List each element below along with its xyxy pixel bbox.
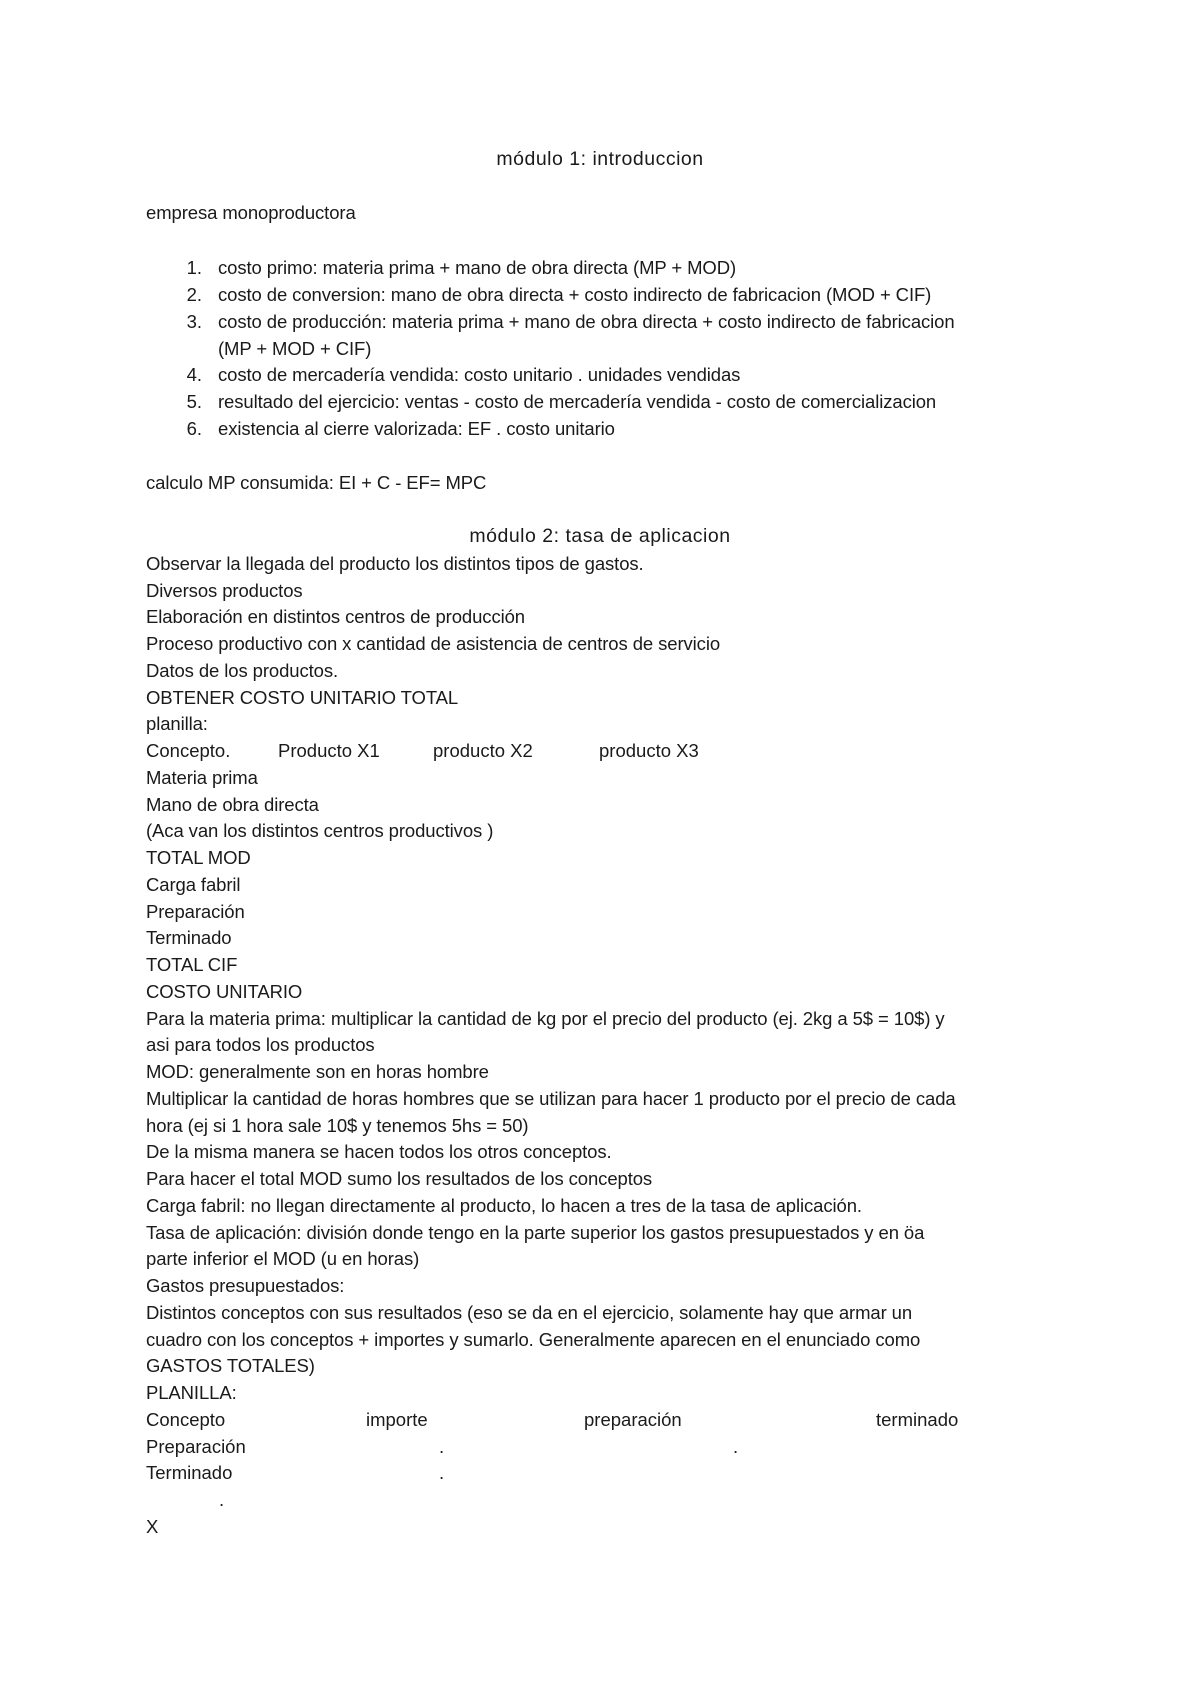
table-header-cell: Concepto.	[146, 740, 231, 761]
text-line: PLANILLA:	[146, 1382, 237, 1403]
text-line: asi para todos los productos	[146, 1034, 375, 1055]
text-line: Elaboración en distintos centros de producción	[146, 606, 525, 627]
table-header-cell: terminado	[876, 1409, 959, 1430]
table-header-cell: preparación	[584, 1409, 682, 1430]
text-line: TOTAL MOD	[146, 847, 251, 868]
text-line: Para hacer el total MOD sumo los resultados de los conceptos	[146, 1168, 653, 1189]
text-line: TOTAL CIF	[146, 954, 238, 975]
table-row-label: Terminado	[146, 1462, 233, 1483]
text-line: Multiplicar la cantidad de horas hombres que se utilizan para hacer 1 producto por el precio de cada	[146, 1088, 956, 1109]
table-header-cell: producto X3	[599, 740, 699, 761]
list-number: 6.	[186, 418, 202, 439]
text-line: MOD: generalmente son en horas hombre	[146, 1061, 489, 1082]
list-number: 1.	[186, 257, 202, 278]
list-item: costo de producción: materia prima + mano de obra directa + costo indirecto de fabricacion	[218, 311, 955, 332]
text-line: Carga fabril: no llegan directamente al producto, lo hacen a tres de la tasa de aplicación.	[146, 1195, 862, 1216]
table-cell: .	[439, 1462, 445, 1483]
text-line: De la misma manera se hacen todos los otros conceptos.	[146, 1141, 612, 1162]
table-header-cell: importe	[366, 1409, 428, 1430]
list-item: costo de conversion: mano de obra directa + costo indirecto de fabricacion (MOD + CIF)	[218, 284, 932, 305]
text-line: (Aca van los distintos centros productivos )	[146, 820, 494, 841]
text-line: Gastos presupuestados:	[146, 1275, 345, 1296]
module1-subtitle: empresa monoproductora	[146, 202, 356, 223]
text-line: Carga fabril	[146, 874, 241, 895]
table-cell: .	[733, 1436, 739, 1457]
text-line: Proceso productivo con x cantidad de asistencia de centros de servicio	[146, 633, 721, 654]
table-row-label: Preparación	[146, 1436, 246, 1457]
table-cell: .	[219, 1489, 225, 1510]
text-line: Terminado	[146, 927, 232, 948]
text-line: Tasa de aplicación: división donde tengo en la parte superior los gastos presupuestados y en öa	[146, 1222, 925, 1243]
list-item: costo de mercadería vendida: costo unitario . unidades vendidas	[218, 364, 741, 385]
list-item-continuation: (MP + MOD + CIF)	[218, 338, 372, 359]
list-item: resultado del ejercicio: ventas - costo de mercadería vendida - costo de comercializacion	[218, 391, 937, 412]
text-line: hora (ej si 1 hora sale 10$ y tenemos 5hs = 50)	[146, 1115, 529, 1136]
text-line: Materia prima	[146, 767, 258, 788]
text-line: cuadro con los conceptos + importes y sumarlo. Generalmente aparecen en el enunciado como	[146, 1329, 921, 1350]
table-header-cell: producto X2	[433, 740, 533, 761]
text-line: Diversos productos	[146, 580, 303, 601]
text-line: Preparación	[146, 901, 245, 922]
table-header-cell: Producto X1	[278, 740, 380, 761]
text-line: Observar la llegada del producto los distintos tipos de gastos.	[146, 553, 644, 574]
text-line: Datos de los productos.	[146, 660, 339, 681]
list-number: 3.	[186, 311, 202, 332]
text-line: COSTO UNITARIO	[146, 981, 303, 1002]
list-number: 2.	[186, 284, 202, 305]
table-header-cell: Concepto	[146, 1409, 226, 1430]
text-line: Distintos conceptos con sus resultados (eso se da en el ejercicio, solamente hay que armar un	[146, 1302, 913, 1323]
module1-title: módulo 1: introduccion	[496, 148, 704, 170]
text-line: Para la materia prima: multiplicar la cantidad de kg por el precio del producto (ej. 2kg a 5$ = 10$) y	[146, 1008, 945, 1029]
text-line: OBTENER COSTO UNITARIO TOTAL	[146, 687, 459, 708]
list-item: existencia al cierre valorizada: EF . costo unitario	[218, 418, 615, 439]
mp-formula: calculo MP consumida: EI + C - EF= MPC	[146, 472, 487, 493]
text-line: Mano de obra directa	[146, 794, 319, 815]
list-item: costo primo: materia prima + mano de obra directa (MP + MOD)	[218, 257, 737, 278]
list-number: 5.	[186, 391, 202, 412]
list-number: 4.	[186, 364, 202, 385]
table-cell: .	[439, 1436, 445, 1457]
final-mark: X	[146, 1516, 159, 1537]
module2-title: módulo 2: tasa de aplicacion	[469, 525, 731, 547]
text-line: parte inferior el MOD (u en horas)	[146, 1248, 420, 1269]
text-line: GASTOS TOTALES)	[146, 1355, 315, 1376]
text-line: planilla:	[146, 713, 208, 734]
